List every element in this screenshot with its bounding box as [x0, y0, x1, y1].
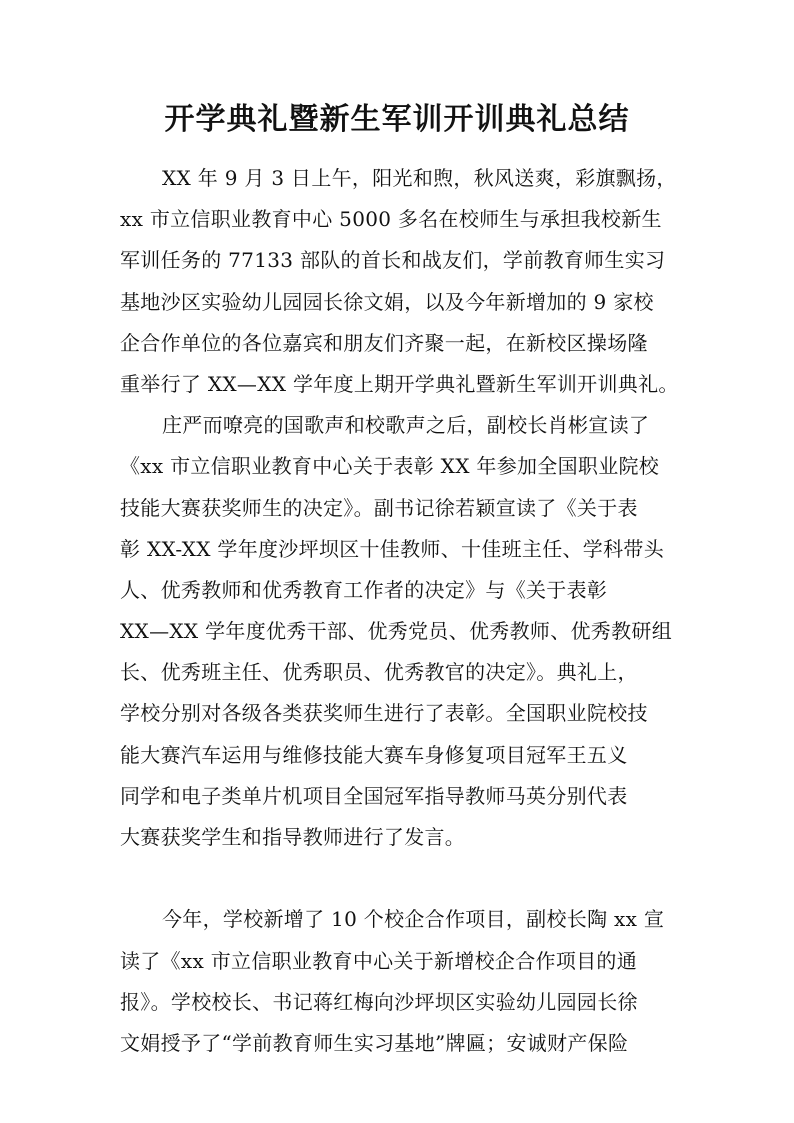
paragraph-2-line-6: XX—XX 学年度优秀干部、优秀党员、优秀教师、优秀教研组: [120, 619, 673, 644]
paragraph-spacer: [120, 858, 700, 899]
paragraph-3-line-4: 文娟授予了“学前教育师生实习基地”牌匾；安诚财产保险: [120, 1030, 629, 1055]
paragraph-1-line-5: 企合作单位的各位嘉宾和朋友们齐聚一起，在新校区操场隆: [120, 330, 648, 355]
paragraph-3-line-2: 读了《xx 市立信职业教育中心关于新增校企合作项目的通: [120, 948, 638, 973]
paragraph-2-line-7: 长、优秀班主任、优秀职员、优秀教官的决定》。典礼上，: [120, 660, 638, 685]
paragraph-2-line-10: 同学和电子类单片机项目全国冠军指导教师马英分别代表: [120, 783, 628, 808]
paragraph-1-line-2: xx 市立信职业教育中心 5000 多名在校师生与承担我校新生: [120, 207, 662, 232]
paragraph-2-line-8: 学校分别对各级各类获奖师生进行了表彰。全国职业院校技: [120, 701, 648, 726]
paragraph-2-line-11: 大赛获奖学生和指导教师进行了发言。: [120, 825, 466, 849]
paragraph-2-line-3: 技能大赛获奖师生的决定》。副书记徐若颖宣读了《关于表: [120, 495, 638, 520]
paragraph-2-line-5: 人、优秀教师和优秀教育工作者的决定》与《关于表彰: [120, 577, 608, 602]
paragraph-2-line-4: 彰 XX-XX 学年度沙坪坝区十佳教师、十佳班主任、学科带头: [120, 536, 664, 561]
paragraph-1-line-4: 基地沙区实验幼儿园园长徐文娟，以及今年新增加的 9 家校: [120, 289, 654, 314]
paragraph-2-line-1: 庄严而嘹亮的国歌声和校歌声之后，副校长肖彬宣读了: [162, 413, 650, 438]
paragraph-1-line-3: 军训任务的 77133 部队的首长和战友们，学前教育师生实习: [120, 248, 666, 273]
paragraph-1-line-1: XX 年 9 月 3 日上午，阳光和煦，秋风送爽，彩旗飘扬，: [162, 166, 677, 190]
document-body: [120, 158, 700, 1064]
paragraph-3-line-3: 报》。学校校长、书记蒋红梅向沙坪坝区实验幼儿园园长徐: [120, 989, 638, 1014]
document-title: 开学典礼暨新生军训开训典礼总结: [164, 102, 630, 137]
paragraph-3-line-1: 今年，学校新增了 10 个校企合作项目，副校长陶 xx 宣: [162, 907, 665, 932]
paragraph-2-line-2: 《xx 市立信职业教育中心关于表彰 XX 年参加全国职业院校: [120, 454, 660, 479]
paragraph-2-line-9: 能大赛汽车运用与维修技能大赛车身修复项目冠军王五义: [120, 742, 628, 767]
paragraph-1-line-6: 重举行了 XX—XX 学年度上期开学典礼暨新生军训开训典礼。: [120, 371, 679, 396]
